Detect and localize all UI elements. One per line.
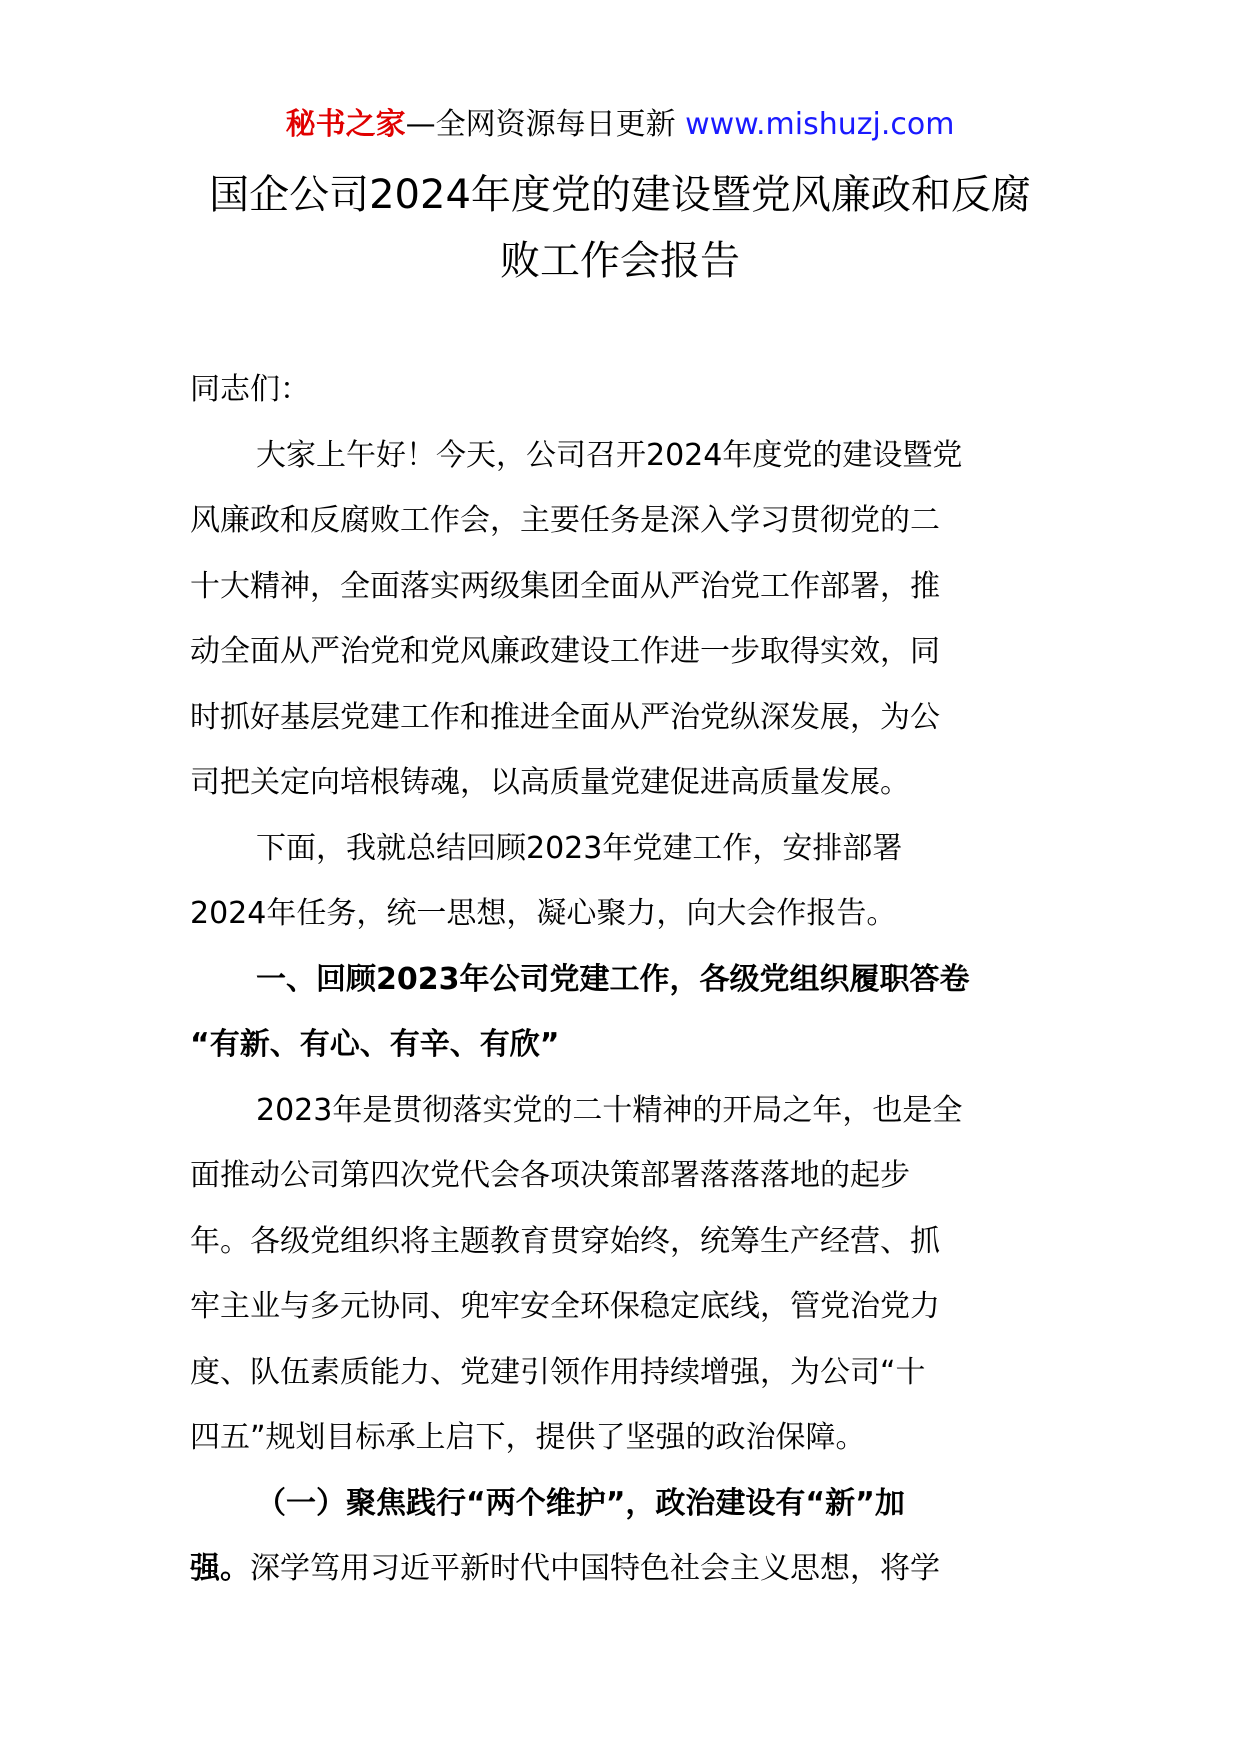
paragraph-line: 时抓好基层党建工作和推进全面从严治党纵深发展，为公 [190, 699, 940, 735]
paragraph-line [190, 1536, 1070, 1602]
site-url-link[interactable]: www.mishuzj.com [685, 107, 955, 142]
header-tagline: —全网资源每日更新 [405, 107, 676, 142]
salutation [190, 357, 1070, 423]
document-body [190, 357, 1070, 1602]
title-line-1: 国企公司2024年度党的建设暨党风廉政和反腐 [209, 172, 1031, 218]
paragraph-line: 大家上午好！今天，公司召开2024年度党的建设暨党 [256, 437, 963, 473]
paragraph-line: 司把关定向培根铸魂，以高质量党建促进高质量发展。 [190, 765, 910, 800]
paragraph-line: 十大精神，全面落实两级集团全面从严治党工作部署，推 [190, 568, 940, 604]
paragraph-opening [190, 423, 1070, 816]
brand-name: 秘书之家 [285, 107, 406, 142]
paragraph-line: 度、队伍素质能力、党建引领作用持续增强，为公司“十 [190, 1354, 926, 1390]
subsection-heading-end: 强。 [190, 1551, 250, 1586]
paragraph-line: 2023年是贯彻落实党的二十精神的开局之年，也是全 [256, 1092, 963, 1128]
title-line-2: 败工作会报告 [500, 238, 740, 284]
paragraph-line: 面推动公司第四次党代会各项决策部署落落落地的起步 [190, 1158, 910, 1193]
paragraph-line: 风廉政和反腐败工作会，主要任务是深入学习贯彻党的二 [190, 503, 940, 538]
heading-line: “有新、有心、有辛、有欣” [190, 1027, 560, 1062]
paragraph-line: 年。各级党组织将主题教育贯穿始终，统筹生产经营、抓 [190, 1223, 940, 1259]
paragraph-subsection-1 [190, 1471, 1070, 1602]
salutation-text: 同志们： [190, 372, 310, 407]
paragraph-text: 深学笃用习近平新时代中国特色社会主义思想，将学 [250, 1551, 940, 1586]
paragraph-line: 牢主业与多元协同、兜牢安全环保稳定底线，管党治党力 [190, 1289, 940, 1324]
section-heading-1 [190, 947, 1070, 1078]
paragraph-line: 下面，我就总结回顾2023年党建工作，安排部署 [256, 830, 903, 866]
paragraph-outline [190, 816, 1070, 947]
paragraph-line: 动全面从严治党和党风廉政建设工作进一步取得实效，同 [190, 634, 940, 669]
paragraph-review [190, 1078, 1070, 1471]
site-header [0, 100, 1240, 150]
paragraph-line: 2024年任务，统一思想，凝心聚力，向大会作报告。 [190, 896, 897, 931]
heading-line: 一、回顾2023年公司党建工作，各级党组织履职答卷 [256, 961, 970, 997]
subsection-heading: （一）聚焦践行“两个维护”，政治建设有“新”加 [256, 1485, 905, 1521]
paragraph-line: 四五”规划目标承上启下，提供了坚强的政治保障。 [190, 1420, 866, 1455]
document-title [160, 162, 1080, 294]
